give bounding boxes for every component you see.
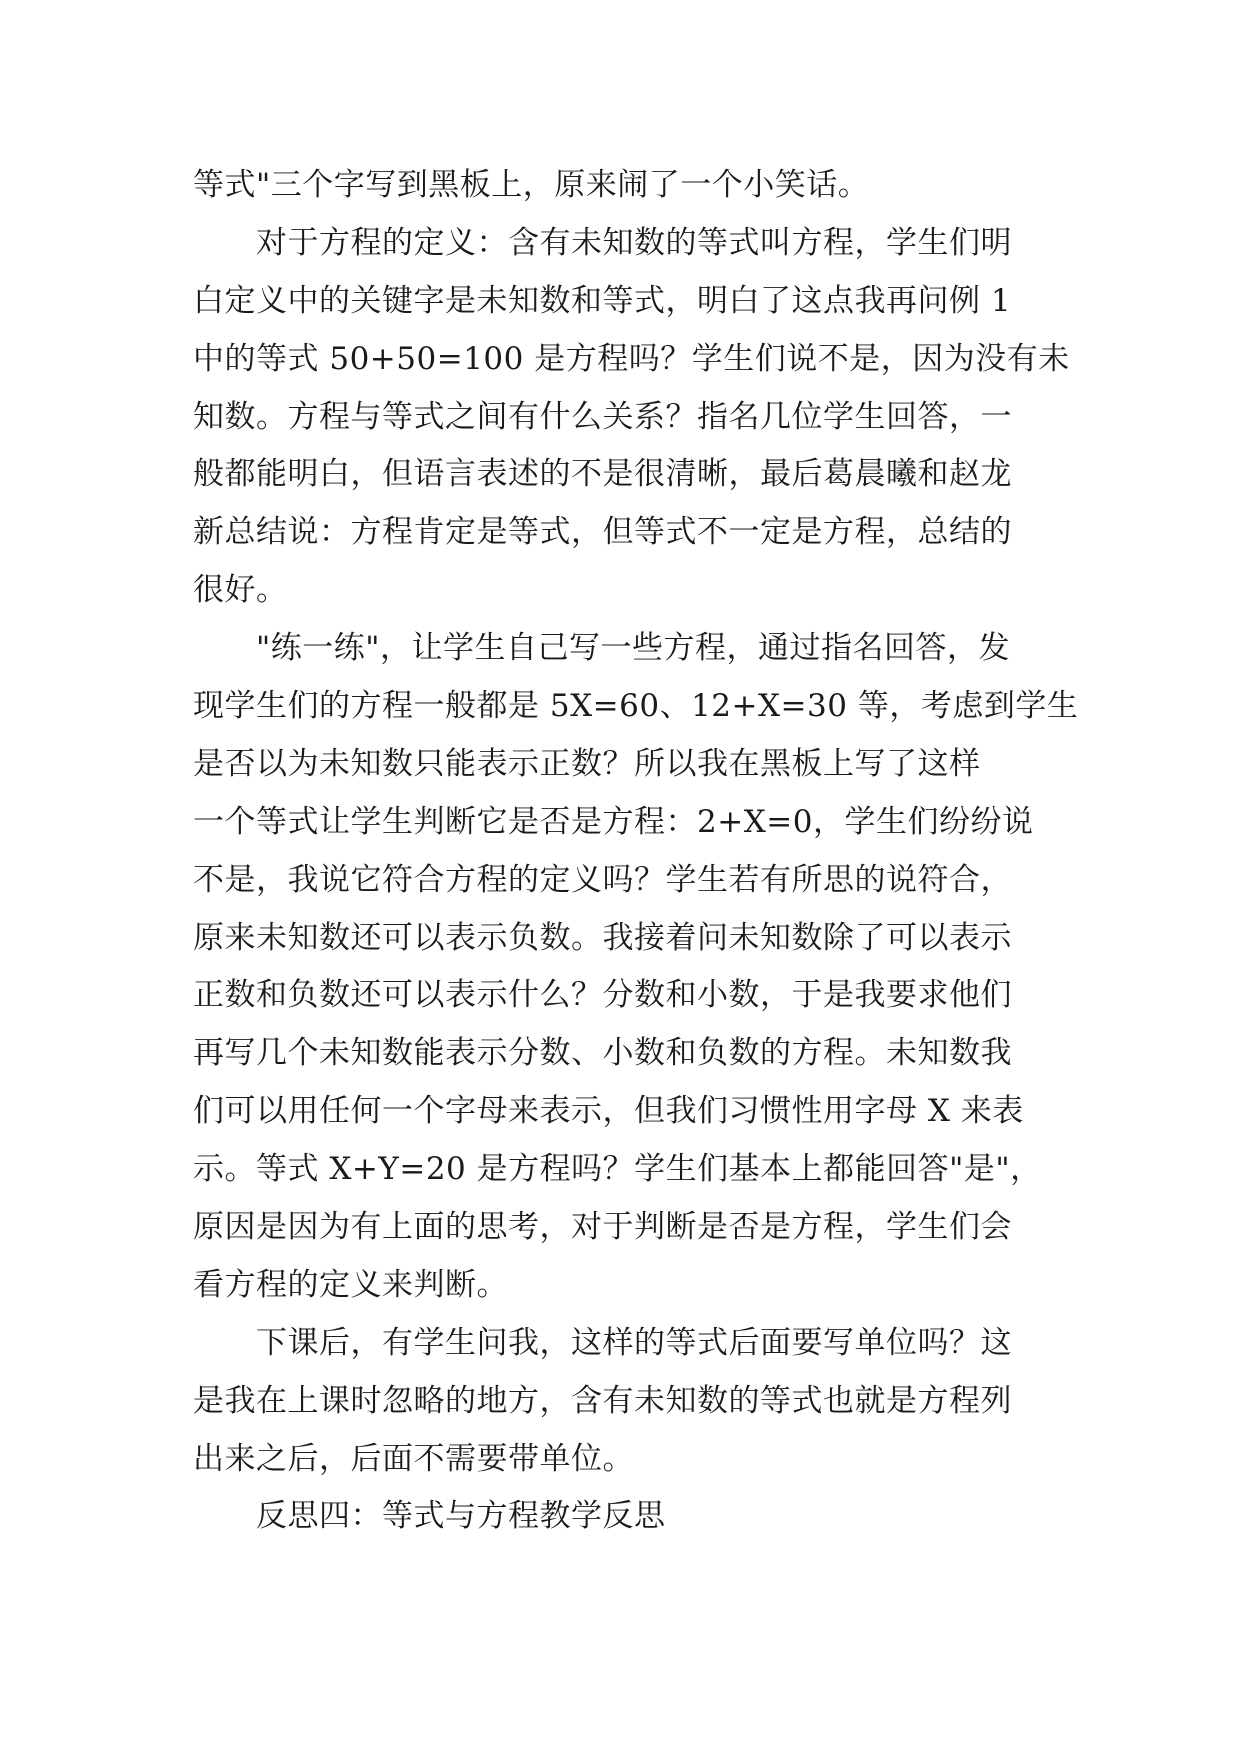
text-line: 白定义中的关键字是未知数和等式，明白了这点我再问例 1 (193, 282, 1012, 319)
text-line: 是否以为未知数只能表示正数？所以我在黑板上写了这样 (193, 745, 981, 782)
text-line: 般都能明白，但语言表述的不是很清晰，最后葛晨曦和赵龙 (193, 456, 1012, 493)
text-line: 一个等式让学生判断它是否是方程：2+X=0，学生们纷纷说 (193, 803, 1034, 840)
text-line: 很好。 (193, 572, 288, 609)
text-line: 不是，我说它符合方程的定义吗？学生若有所思的说符合， (193, 861, 1012, 898)
text-line: 示。等式 X+Y=20 是方程吗？学生们基本上都能回答"是"， (193, 1151, 1042, 1188)
text-line: 中的等式 50+50=100 是方程吗？学生们说不是，因为没有未 (193, 340, 1070, 377)
document-body (193, 157, 1079, 1546)
text-line: 出来之后，后面不需要带单位。 (193, 1440, 634, 1477)
text-line: 是我在上课时忽略的地方，含有未知数的等式也就是方程列 (193, 1382, 1012, 1419)
text-line: 知数。方程与等式之间有什么关系？指名几位学生回答，一 (193, 398, 1012, 435)
text-line: 再写几个未知数能表示分数、小数和负数的方程。未知数我 (193, 1035, 1012, 1072)
text-line: 们可以用任何一个字母来表示，但我们习惯性用字母 X 来表 (193, 1093, 1024, 1130)
text-line: 下课后，有学生问我，这样的等式后面要写单位吗？这 (256, 1324, 1012, 1361)
text-line: 看方程的定义来判断。 (193, 1266, 508, 1303)
text-line: 等式"三个字写到黑板上，原来闹了一个小笑话。 (193, 167, 870, 203)
text-line: 正数和负数还可以表示什么？分数和小数，于是我要求他们 (193, 977, 1012, 1014)
text-line: 原因是因为有上面的思考，对于判断是否是方程，学生们会 (193, 1209, 1012, 1246)
text-line: "练一练"，让学生自己写一些方程，通过指名回答，发 (256, 630, 1011, 667)
text-line: 对于方程的定义：含有未知数的等式叫方程，学生们明 (256, 224, 1012, 261)
section-heading: 反思四：等式与方程教学反思 (256, 1498, 666, 1535)
text-line: 新总结说：方程肯定是等式，但等式不一定是方程，总结的 (193, 514, 1012, 551)
text-line: 现学生们的方程一般都是 5X=60、12+X=30 等，考虑到学生 (193, 688, 1079, 725)
text-line: 原来未知数还可以表示负数。我接着问未知数除了可以表示 (193, 919, 1012, 956)
